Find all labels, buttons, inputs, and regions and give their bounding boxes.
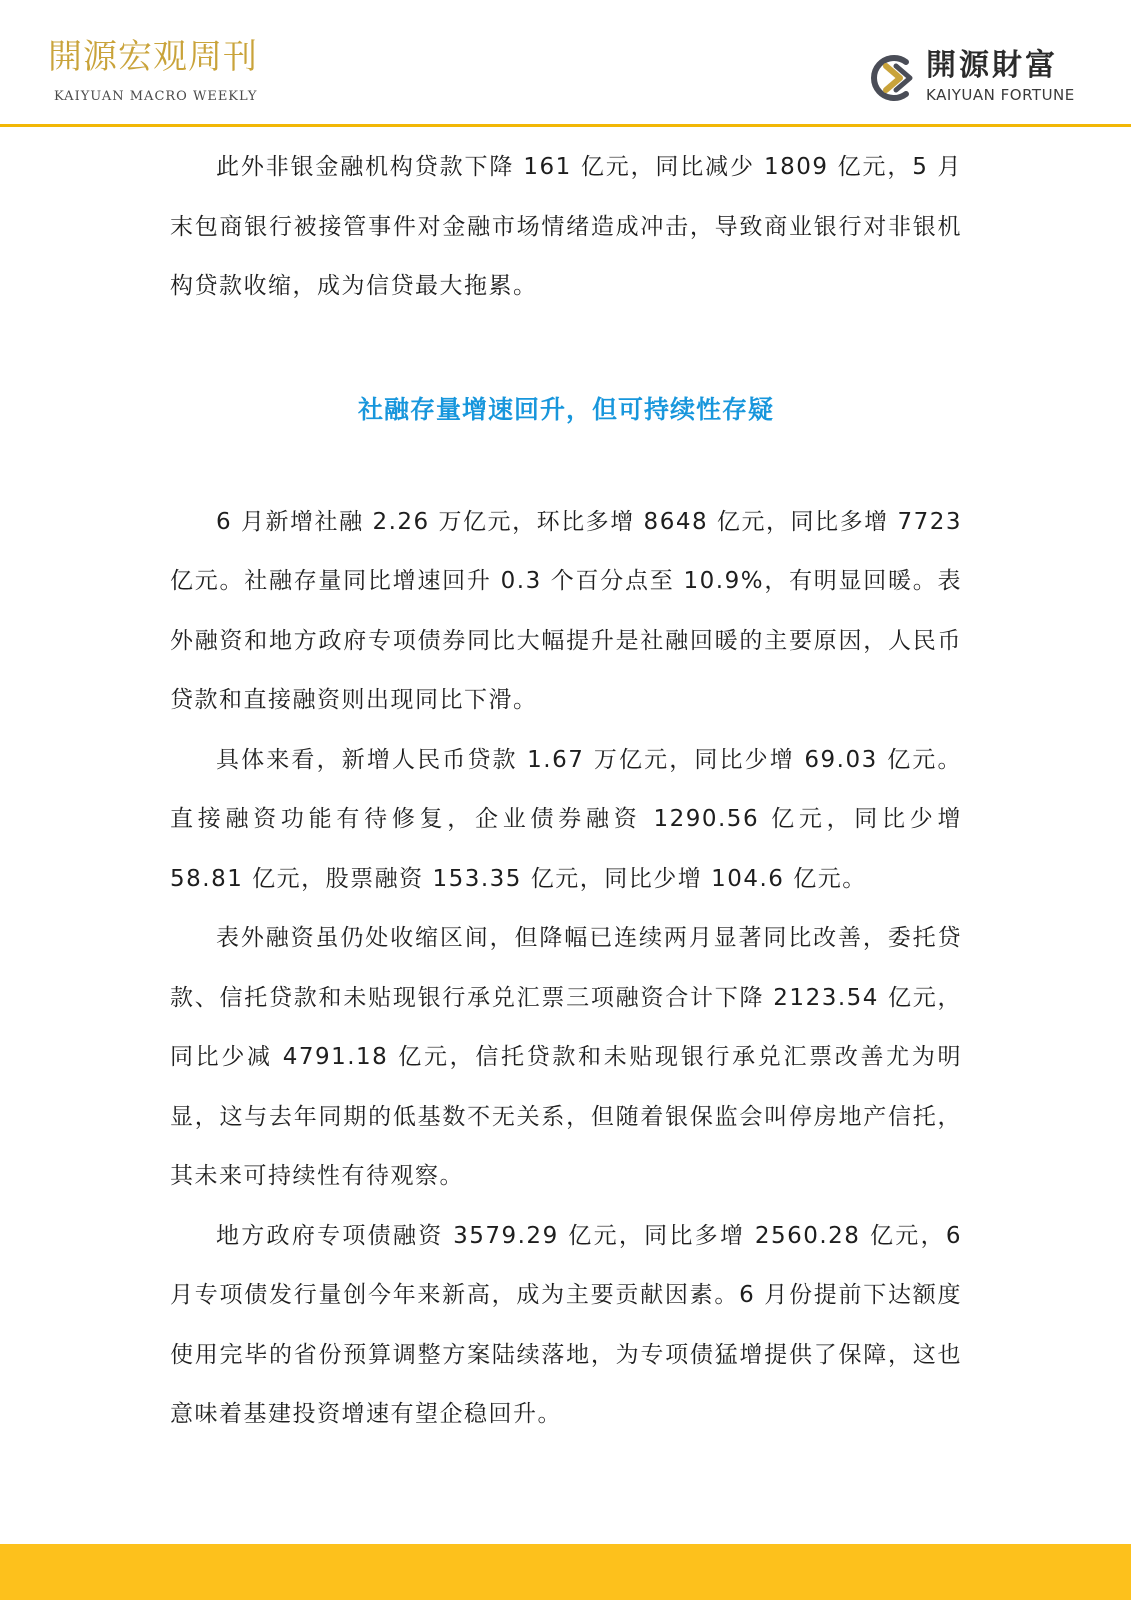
body-paragraph: 6 月新增社融 2.26 万亿元，环比多增 8648 亿元，同比多增 7723 亿元。社融存量同比增速回升 0.3 个百分点至 10.9%，有明显回暖。表外融资和地方政府专项债券同比大幅提升是社融回暖的主要原因，人民币贷款和直接融资则出现同比下滑。 <box>170 508 962 713</box>
body-paragraph: 具体来看，新增人民币贷款 1.67 万亿元，同比少增 69.03 亿元。直接融资功能有待修复，企业债券融资 1290.56 亿元，同比少增 58.81 亿元，股票融资 153.35 亿元，同比少增 104.6 亿元。 <box>170 746 962 892</box>
logo-name-cn: 開源財富 <box>926 48 1058 83</box>
publication-subtitle: KAIYUAN MACRO WEEKLY <box>54 89 258 104</box>
footer-bar <box>0 1544 1131 1600</box>
article-body <box>170 138 962 1445</box>
intro-paragraph: 此外非银金融机构贷款下降 161 亿元，同比减少 1809 亿元，5 月末包商银行被接管事件对金融市场情绪造成冲击，导致商业银行对非银机构贷款收缩，成为信贷最大拖累。 <box>170 154 962 299</box>
kaiyuan-fortune-logo <box>866 48 1086 106</box>
section-heading: 社融存量增速回升，但可持续性存疑 <box>357 394 774 424</box>
kaiyuan-k-mark-icon <box>866 52 916 104</box>
publication-title: 開源宏观周刊 <box>48 37 258 77</box>
body-paragraph: 表外融资虽仍处收缩区间，但降幅已连续两月显著同比改善，委托贷款、信托贷款和未贴现银行承兑汇票三项融资合计下降 2123.54 亿元，同比少减 4791.18 亿元，信托贷款和未贴现银行承兑汇票改善尤为明显，这与去年同期的低基数不无关系，但随着银保监会叫停房地产信托，其未来可持续性有待观察。 <box>170 925 962 1189</box>
header-divider <box>0 124 1131 127</box>
page-header <box>0 0 1131 127</box>
logo-name-en: KAIYUAN FORTUNE <box>926 86 1075 104</box>
body-paragraph: 地方政府专项债融资 3579.29 亿元，同比多增 2560.28 亿元，6 月专项债发行量创今年来新高，成为主要贡献因素。6 月份提前下达额度使用完毕的省份预算调整方案陆续落地，为专项债猛增提供了保障，这也意味着基建投资增速有望企稳回升。 <box>170 1222 962 1427</box>
